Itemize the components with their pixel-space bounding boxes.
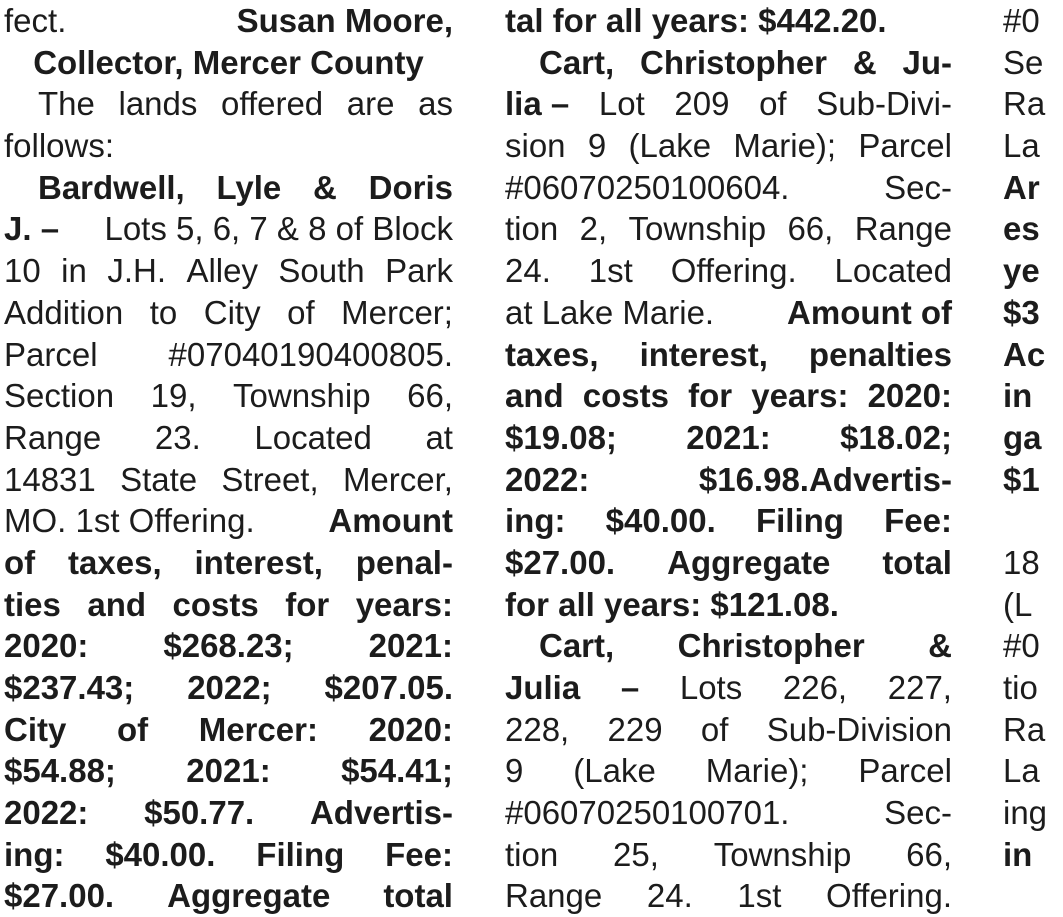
text-segment: 2020: [368, 710, 453, 748]
text-segment: of [116, 710, 149, 748]
text-line [1003, 125, 1063, 167]
text-segment: $50.77. [144, 794, 255, 832]
text-segment: Offering. [826, 877, 952, 915]
text-segment: Parcel [4, 335, 98, 373]
text-line [4, 584, 453, 626]
text-segment: Township [713, 835, 852, 873]
text-segment: 2022: [505, 460, 590, 498]
text-segment: ing: [4, 835, 65, 873]
text-segment: $27.00. [4, 877, 115, 915]
text-segment: interest, [194, 543, 323, 581]
text-line [1003, 375, 1063, 417]
text-segment: 2021: [686, 418, 771, 456]
text-segment: 25, [613, 835, 659, 873]
word: 14831 [4, 460, 96, 498]
text-line [1003, 750, 1063, 792]
text-segment: Lyle [216, 168, 282, 206]
text-segment: Christopher [640, 43, 828, 81]
text-segment: Sub-Division [766, 710, 952, 748]
word: Parcel [858, 127, 952, 165]
text-segment: at Lake Marie. [505, 293, 715, 331]
text-segment: Bardwell, [38, 168, 185, 206]
text-segment: Christopher [677, 627, 865, 665]
word: to [149, 293, 178, 331]
text-line [1003, 83, 1063, 125]
text-segment: penalties [808, 335, 952, 373]
word: tion [505, 210, 559, 248]
text-line [505, 83, 952, 125]
text-line [4, 792, 453, 834]
text-line [4, 542, 453, 584]
text-line [4, 459, 453, 501]
text-segment: #0 [1003, 627, 1040, 665]
text-segment: ing: [505, 502, 566, 540]
text-segment: 2020: [4, 627, 89, 665]
text-segment: 229 [607, 710, 663, 748]
text-segment: 23. [154, 418, 201, 456]
text-segment: lia – [505, 85, 570, 123]
text-segment: City [4, 710, 67, 748]
text-segment: $1 [1003, 460, 1040, 498]
text-segment: Located [834, 252, 952, 290]
word: Mercer, [342, 460, 453, 498]
text-segment: 228, [505, 710, 570, 748]
text-segment: 226, [782, 669, 848, 706]
text-segment: Se [1003, 43, 1044, 81]
text-segment: Julia [505, 669, 581, 706]
text-line [505, 167, 952, 209]
text-segment: 2022: [4, 794, 89, 832]
text-segment: 24. [505, 252, 551, 290]
text-segment: in [1003, 377, 1033, 415]
word: Township [628, 210, 767, 248]
text-segment: tion [505, 835, 559, 873]
text-segment: offered [221, 85, 324, 123]
text-segment: 9 [505, 752, 524, 790]
text-segment: are [346, 85, 395, 123]
text-segment: 209 [674, 85, 730, 123]
word: Marie); [733, 127, 837, 165]
text-segment: Ac [1003, 335, 1046, 373]
text-segment: 2021: [186, 752, 271, 790]
text-line [1003, 334, 1063, 376]
text-line [1003, 0, 1063, 42]
text-segment: #0 [1003, 2, 1040, 39]
text-line [1003, 834, 1063, 876]
text-segment: follows: [4, 127, 115, 165]
word: 2, [579, 210, 608, 248]
text-line [505, 875, 952, 917]
text-segment: of [700, 710, 729, 748]
text-line [4, 500, 453, 542]
text-segment: ga [1003, 418, 1042, 456]
text-line [505, 834, 952, 876]
text-segment: tal for all years: $442.20. [505, 2, 887, 39]
text-segment: #06070250100701. [505, 794, 790, 832]
word: Park [385, 252, 453, 290]
text-segment: Filing [256, 835, 345, 873]
word: for [688, 377, 733, 415]
text-segment: tio [1003, 669, 1038, 706]
text-line [4, 208, 453, 250]
text-segment: in [1003, 835, 1033, 873]
text-segment: 66, [906, 835, 952, 873]
text-line [505, 750, 952, 792]
text-line [4, 625, 453, 667]
text-segment: Township [233, 377, 371, 415]
text-segment: $40.00. [105, 835, 216, 873]
word: sion [505, 127, 566, 165]
word: Mercer; [341, 293, 453, 331]
text-segment: Marie); [705, 752, 809, 790]
word: City [203, 293, 261, 331]
text-line [505, 0, 952, 42]
text-line [4, 709, 453, 751]
text-segment: #06070250100604. [505, 168, 790, 206]
text-segment: $19.08; [505, 418, 617, 456]
text-segment: ing [1003, 794, 1048, 832]
text-segment: $207.05. [324, 669, 453, 706]
text-segment: Range [4, 418, 102, 456]
text-segment: Susan Moore, [236, 2, 453, 39]
text-line [1003, 417, 1063, 459]
text-segment: of [4, 543, 36, 581]
text-segment: (L [1003, 585, 1033, 623]
word: in [61, 252, 87, 290]
text-segment: 1st [737, 877, 782, 915]
text-segment: lands [118, 85, 198, 123]
text-segment: taxes, [505, 335, 599, 373]
column-1 [4, 0, 453, 917]
text-segment: J. – [4, 210, 60, 248]
word: 9 [587, 127, 607, 165]
text-segment: 24. [646, 877, 693, 915]
text-segment: 19, [150, 377, 197, 415]
text-line [4, 250, 453, 292]
text-segment: at [425, 418, 453, 456]
word: and [505, 377, 564, 415]
text-line [4, 292, 453, 334]
text-line [4, 125, 453, 167]
word: Range [854, 210, 952, 248]
text-segment: es [1003, 210, 1040, 248]
text-line [4, 167, 453, 209]
text-line [1003, 459, 1063, 501]
word: (Lake [628, 127, 712, 165]
text-line [1003, 542, 1063, 584]
text-segment: Aggregate [667, 543, 831, 581]
text-line [505, 250, 952, 292]
text-segment: $237.43; [4, 669, 135, 706]
text-segment: 66, [407, 377, 453, 415]
word: Addition [4, 293, 124, 331]
text-line [505, 459, 952, 501]
text-segment: Doris [368, 168, 453, 206]
text-segment: $18.02; [840, 418, 952, 456]
text-segment: for [285, 585, 330, 623]
text-line [4, 834, 453, 876]
text-segment: Cart, [539, 43, 615, 81]
text-segment: Aggregate [167, 877, 331, 915]
text-segment: as [418, 85, 453, 123]
text-segment: Ju- [902, 43, 952, 81]
text-line [505, 709, 952, 751]
word: 10 [4, 252, 41, 290]
text-line [4, 667, 453, 709]
text-segment: Sec- [884, 794, 952, 832]
text-segment: Lots 5, 6, 7 & 8 of Block [104, 210, 453, 248]
text-segment: interest, [639, 335, 768, 373]
text-segment: fect. [4, 2, 67, 39]
text-line [4, 334, 453, 376]
text-segment: total [882, 543, 952, 581]
text-segment: 1st [588, 252, 633, 290]
text-segment: (Lake [573, 752, 656, 790]
text-segment: Offering. [670, 252, 797, 290]
text-line [505, 417, 952, 459]
text-line [505, 500, 952, 542]
text-segment: for all years: $121.08. [505, 585, 839, 623]
text-line [505, 542, 952, 584]
text-segment: $16.98.Advertis- [698, 460, 952, 498]
column-3 [1003, 0, 1063, 917]
text-line [505, 625, 952, 667]
text-segment: Mercer: [198, 710, 318, 748]
text-line [1003, 875, 1063, 917]
text-line [1003, 584, 1063, 626]
text-segment: 2022; [187, 669, 272, 706]
text-line [4, 750, 453, 792]
text-line [1003, 167, 1063, 209]
text-segment: ties [4, 585, 61, 623]
text-segment: The [38, 85, 95, 123]
text-segment: & [928, 627, 952, 665]
text-segment: Lots [679, 669, 743, 706]
text-segment: Amount of [787, 293, 952, 331]
text-segment: Parcel [858, 752, 952, 790]
text-segment: Cart, [539, 627, 615, 665]
text-segment: Amount [328, 502, 453, 540]
text-line [505, 584, 952, 626]
text-segment: years: [355, 585, 453, 623]
text-segment: 18 [1003, 543, 1040, 581]
text-line [4, 417, 453, 459]
text-line [505, 42, 952, 84]
text-segment: and [87, 585, 147, 623]
text-segment: La [1003, 127, 1040, 165]
text-segment: penal- [355, 543, 453, 581]
text-line [1003, 250, 1063, 292]
text-line [505, 125, 952, 167]
text-line [1003, 292, 1063, 334]
text-segment: MO. 1st Offering. [4, 502, 255, 540]
text-segment: La [1003, 752, 1040, 790]
text-line [1003, 792, 1063, 834]
word: costs [582, 377, 669, 415]
text-segment: Sec- [884, 168, 952, 206]
text-segment: Located [254, 418, 372, 456]
text-segment: Ar [1003, 168, 1040, 206]
text-segment: taxes, [68, 543, 162, 581]
text-line [4, 83, 453, 125]
text-line [505, 792, 952, 834]
text-segment: of [759, 85, 787, 123]
text-segment: $27.00. [505, 543, 616, 581]
text-line [4, 875, 453, 917]
text-line [1003, 709, 1063, 751]
text-segment: 227, [887, 669, 952, 706]
text-line [1003, 500, 1063, 542]
text-segment: Section [4, 377, 115, 415]
text-segment: costs [172, 585, 259, 623]
text-segment: ye [1003, 252, 1040, 290]
word: 66, [787, 210, 834, 248]
word: Alley [186, 252, 258, 290]
text-segment: Ra [1003, 85, 1046, 123]
text-line [1003, 667, 1063, 709]
column-2 [505, 0, 952, 917]
text-line [4, 375, 453, 417]
text-segment: Sub-Divi- [816, 85, 952, 123]
text-segment: $54.41; [341, 752, 453, 790]
text-segment: Fee: [884, 502, 952, 540]
text-line [505, 334, 952, 376]
text-segment: $54.88; [4, 752, 116, 790]
text-segment: Filing [755, 502, 844, 540]
text-segment: Range [505, 877, 603, 915]
text-line [1003, 42, 1063, 84]
word: 2020: [867, 377, 952, 415]
text-segment: Lot [598, 85, 645, 123]
word: of [287, 293, 315, 331]
text-segment: Ra [1003, 710, 1046, 748]
text-segment: – [620, 669, 640, 706]
text-segment: Collector, Mercer County [33, 43, 424, 81]
text-line [1003, 625, 1063, 667]
text-segment: $40.00. [605, 502, 716, 540]
text-segment: total [383, 877, 453, 915]
text-line [505, 375, 952, 417]
text-line [4, 42, 453, 84]
text-segment: #07040190400805. [168, 335, 453, 373]
word: J.H. [107, 252, 166, 290]
text-line [505, 292, 952, 334]
text-segment: 2021: [368, 627, 453, 665]
text-segment: $3 [1003, 293, 1040, 331]
text-line [505, 208, 952, 250]
text-line [1003, 208, 1063, 250]
text-segment: Advertis- [309, 794, 453, 832]
word: South [278, 252, 365, 290]
text-segment: & [852, 43, 877, 81]
word: Street, [221, 460, 319, 498]
text-line [4, 0, 453, 42]
word: years: [751, 377, 849, 415]
text-line [505, 667, 952, 709]
text-segment: Fee: [385, 835, 453, 873]
text-segment: & [313, 168, 337, 206]
text-segment: $268.23; [163, 627, 294, 665]
word: State [120, 460, 198, 498]
